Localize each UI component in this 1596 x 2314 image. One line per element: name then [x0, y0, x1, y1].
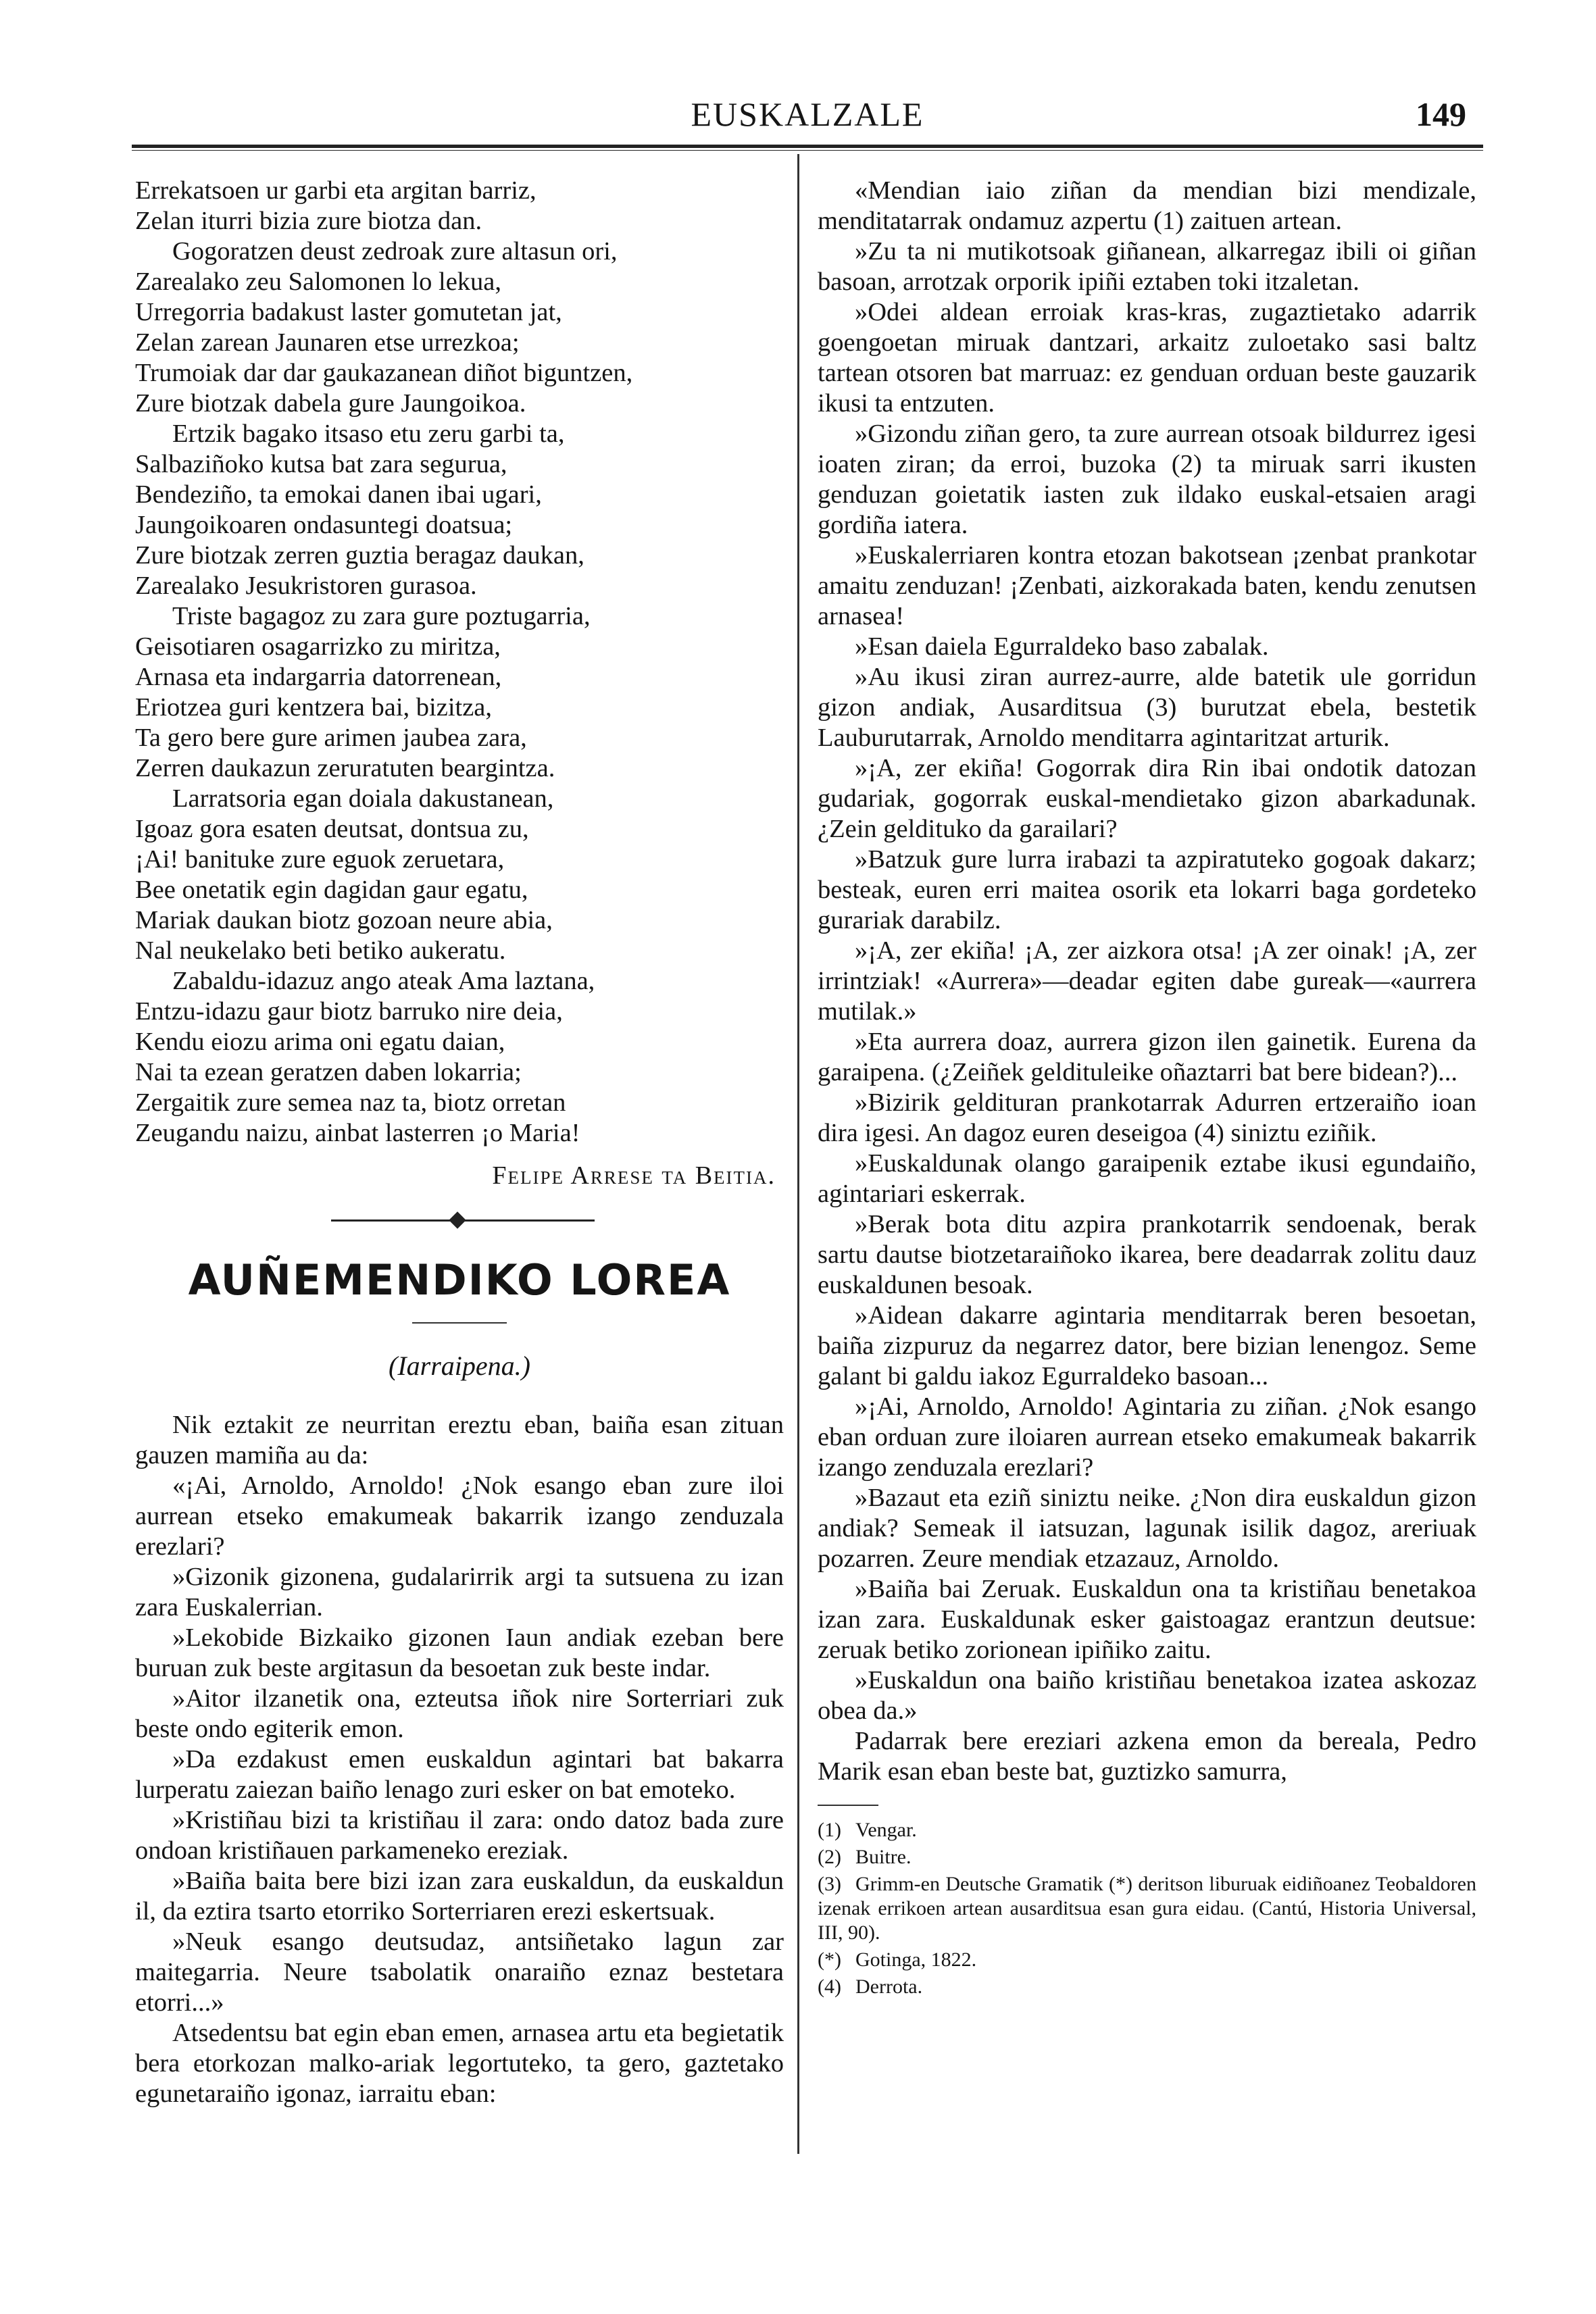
paragraph: »Esan daiela Egurraldeko baso zabalak. — [855, 632, 1269, 661]
poem-line: Bee onetatik egin dagidan gaur egatu, — [135, 876, 528, 904]
paragraph: »Baiña bai Zeruak. Euskaldun ona ta kristiñau benetakoa izan zara. Euskaldunak esker gaistoagaz erantzun deutsue: zeruak betiko zorionean ipiñiko zaitu. — [818, 1575, 1476, 1664]
footnote — [818, 1818, 1476, 1842]
footnote-rule — [818, 1805, 878, 1806]
poem-line: Zergaitik zure semea naz ta, biotz orretan — [135, 1088, 566, 1117]
poem-line: Zabaldu-idazuz ango ateak Ama laztana, — [172, 967, 595, 995]
poem-line: Zarealako zeu Salomonen lo lekua, — [135, 268, 501, 296]
paragraph: »¡Ai, Arnoldo, Arnoldo! Agintaria zu ziñan. ¿Nok esango eban orduan zure iloiaren aurrean etseko emakumeak bakarrik izango zenduzala erezlari? — [818, 1392, 1476, 1482]
paragraph: »Berak bota ditu azpira prankotarrik sendoenak, berak sartu dautse biotzetaraiñoko ikarea, bere deadarrak zolitu dauz euskaldunen besoak. — [818, 1210, 1476, 1299]
poem-line: Arnasa eta indargarria datorrenean, — [135, 663, 502, 691]
paragraph: »Aidean dakarre agintaria menditarrak beren besoetan, baiña zizpuruz da negarrez dator, bere bizian lenengoz. Seme galant bi galdu iakoz Egurraldeko basoan... — [818, 1301, 1476, 1390]
column-divider — [797, 154, 799, 2154]
footnote — [818, 1845, 1476, 1869]
left-column — [135, 176, 784, 2109]
paragraph: »¡A, zer ekiña! Gogorrak dira Rin ibai ondotik datozan gudariak, gogorrak euskal-mendietako gizon abarkadunak. ¿Zein gelditukо da garailari? — [818, 754, 1476, 843]
poem-line: Kendu eiozu arima oni egatu daian, — [135, 1028, 505, 1056]
right-column — [818, 176, 1476, 2002]
poem-line: Ertzik bagako itsaso etu zeru garbi ta, — [172, 420, 565, 448]
paragraph: »Baiña baita bere bizi izan zara euskaldun, da euskaldun il, da eztira tsarto etorriko Sorterriaren erezi eskertsuak. — [135, 1867, 784, 1926]
poem-signature: Felipe Arrese ta Beitia. — [492, 1161, 776, 1190]
poem — [135, 176, 784, 1149]
paragraph: »Bizirik geldituran prankotarrak Adurren ertzeraiño ioan dira igesi. An dagoz euren deseigoa (4) siniztu eziñik. — [818, 1088, 1476, 1147]
paragraph: »Bazaut eta eziñ siniztu neike. ¿Non dira euskaldun gizon andiak? Semeak il iatsuzan, lagunak isilik dagoz, areriuak pozarren. Zeure mendiak etzazauz, Arnoldo. — [818, 1484, 1476, 1573]
paragraph: »Zu ta ni mutikotsoak giñanean, alkarregaz ibili oi giñan basoan, arrotzak orporik ipiñi eztaben toki itzaletan. — [818, 237, 1476, 296]
poem-line: Ta gero bere gure arimen jaubea zara, — [135, 724, 527, 752]
section-ornament — [135, 1205, 784, 1238]
footnote — [818, 1948, 1476, 1972]
footnote-text: Gotinga, 1822. — [855, 1948, 977, 1971]
title-rule — [412, 1322, 507, 1324]
paragraph: »Kristiñau bizi ta kristiñau il zara: ondo datoz bada zure ondoan kristiñauen parkameneko ereziak. — [135, 1806, 784, 1865]
footnote-number: (4) — [818, 1976, 841, 1998]
paragraph: »Euskaldunak olango garaipenik eztabe ikusi egundaiño, agintariari eskerrak. — [818, 1149, 1476, 1208]
paragraph: »Eta aurrera doaz, aurrera gizon ilen gainetik. Eurena da garaipena. (¿Zeiñek geldituleike oñaztarri bat bere bidean?)... — [818, 1028, 1476, 1086]
poem-line: Salbaziñoko kutsa bat zara segurua, — [135, 450, 507, 478]
footnote — [818, 1872, 1476, 1945]
footnotes — [818, 1818, 1476, 1999]
poem-line: Jaungoikoaren ondasuntegi doatsua; — [135, 511, 513, 539]
ornament-diamond-icon — [449, 1211, 466, 1228]
poem-line: Zerren daukazun zeruratuten beargintza. — [135, 754, 555, 782]
poem-line: Bendeziño, ta emokai danen ibai ugari, — [135, 480, 542, 509]
poem-line: Trumoiak dar dar gaukazanean diñot biguntzen, — [135, 359, 633, 387]
paragraph: »Neuk esango deutsudaz, antsiñetako lagun zar maitegarria. Neure tsabolatik onaraiño eznaz bestetara etorri...» — [135, 1928, 784, 2017]
paragraph: Nik eztakit ze neurritan ereztu eban, baiña esan zituan gauzen mamiña au da: — [135, 1411, 784, 1469]
paragraph: Padarrak bere ereziari azkena emon da bereala, Pedro Marik esan eban beste bat, guztizko samurra, — [818, 1727, 1476, 1786]
paragraph: »Batzuk gure lurra irabazi ta azpiratuteko gogoak dakarz; besteak, euren erri maitea osorik eta lokarri baga gordeteko gurariak darabilz. — [818, 845, 1476, 934]
paragraph: »Aitor ilzanetik ona, ezteutsa iñok nire Sorterriari zuk beste ondo egiterik emon. — [135, 1684, 784, 1743]
paragraph: »Au ikusi ziran aurrez-aurre, alde batetik ule gorridun gizon andiak, Ausarditsua (3) burutzat ebela, bestetik Lauburutarrak, Arnoldo menditarra agintaritzat arturik. — [818, 663, 1476, 752]
page-number: 149 — [1416, 95, 1466, 133]
paragraph: »Gizonik gizonena, gudalarirrik argi ta sutsuena zu izan zara Euskalerrian. — [135, 1563, 784, 1621]
right-prose — [818, 176, 1476, 1787]
footnote-number: (*) — [818, 1948, 841, 1971]
poem-line: Triste bagagoz zu zara gure poztugarria, — [172, 602, 591, 630]
poem-line: ¡Ai! banituke zure eguok zeruetara, — [135, 845, 505, 874]
poem-line: Nai ta ezean geratzen daben lokarria; — [135, 1058, 522, 1086]
running-header — [135, 95, 1480, 142]
footnote-text: Buitre. — [855, 1846, 912, 1868]
footnote-text: Vengar. — [855, 1819, 917, 1841]
footnote — [818, 1975, 1476, 1999]
paragraph: «¡Ai, Arnoldo, Arnoldo! ¿Nok esango eban zure iloi aurrean etseko emakumeak bakarrik izango zenduzala erezlari? — [135, 1472, 784, 1561]
footnote-text: Grimm-en Deutsche Gramatik (*) deritson liburuak eidiñoanez Teobaldoren izenak errikoen artean ausarditsua esan gura eidau. (Cantú, Historia Universal, III, 90). — [818, 1873, 1476, 1944]
poem-line: Geisotiaren osagarrizko zu miritza, — [135, 632, 501, 661]
poem-line: Zure biotzak zerren guztia beragaz daukan, — [135, 541, 584, 570]
footnote-text: Derrota. — [855, 1976, 923, 1998]
poem-line: Gogoratzen deust zedroak zure altasun ori, — [172, 237, 618, 266]
header-rule — [132, 145, 1483, 151]
paragraph: »¡A, zer ekiña! ¡A, zer aizkora otsa! ¡A zer oinak! ¡A, zer irrintziak! «Aurrera»—deadar egiten dabe gureak—«aurrera mutilak.» — [818, 936, 1476, 1026]
footnote-number: (3) — [818, 1873, 841, 1895]
paragraph: »Euskaldun ona baiño kristiñau benetakoa izatea askozaz obea da.» — [818, 1666, 1476, 1725]
paragraph: »Euskalerriaren kontra etozan bakotsean ¡zenbat prankotar amaitu zenduzan! ¡Zenbati, aizkorakada baten, kendu zenutsen arnasea! — [818, 541, 1476, 630]
paragraph: »Gizondu ziñan gero, ta zure aurrean otsoak bildurrez igesi ioaten ziran; da erroi, buzoka (2) ta miruak sarri ikusten genduzan goietatik iasten zuk ildako euskal-etsaien aragi gordiña iatera. — [818, 420, 1476, 539]
article-title: AUÑEMENDIKO LOREA — [188, 1255, 731, 1305]
left-prose — [135, 1410, 784, 2109]
paragraph: »Odei aldean erroiak kras-kras, zugaztietako adarrik goengoetan miruak dantzari, arkaitz zuloetako sasi baltz tartean otsoren bat marruaz: ez genduan orduan beste gauzarik ikusi ta entzuten. — [818, 298, 1476, 418]
poem-line: Errekatsoen ur garbi eta argitan barriz, — [135, 176, 537, 205]
poem-line: Zelan zarean Jaunaren etse urrezkoa; — [135, 328, 520, 357]
paragraph: «Mendian iaio ziñan da mendian bizi mendizale, menditatarrak ondamuz azpertu (1) zaituen artean. — [818, 176, 1476, 235]
footnote-number: (2) — [818, 1846, 841, 1868]
poem-line: Zelan iturri bizia zure biotza dan. — [135, 207, 482, 235]
paragraph: »Lekobide Bizkaiko gizonen Iaun andiak ezeban bere buruan zuk beste argitasun da besoetan zuk beste indar. — [135, 1624, 784, 1682]
poem-line: Urregorria badakust laster gomutetan jat, — [135, 298, 562, 326]
poem-line: Zeugandu naizu, ainbat lasterren ¡o Maria! — [135, 1119, 580, 1147]
poem-line: Eriotzea guri kentzera bai, bizitza, — [135, 693, 493, 722]
poem-line: Zarealako Jesukristoren gurasoa. — [135, 572, 477, 600]
paragraph: »Da ezdakust emen euskaldun agintari bat bakarra lurperatu zaiezan baiño lenago zuri esker on bat emoteko. — [135, 1745, 784, 1804]
poem-line: Igoaz gora esaten deutsat, dontsua zu, — [135, 815, 529, 843]
footnote-number: (1) — [818, 1819, 841, 1841]
article-subtitle: (Iarraipena.) — [389, 1351, 530, 1381]
poem-line: Entzu-idazu gaur biotz barruko nire deia, — [135, 997, 563, 1026]
poem-line: Zure biotzak dabela gure Jaungoikoa. — [135, 389, 526, 418]
poem-line: Nal neukelako beti betiko aukeratu. — [135, 936, 506, 965]
paragraph: Atsedentsu bat egin eban emen, arnasea artu eta begietatik bera etorkozan malko-ariak legortuteko, ta gero, gaztetako egunetaraiño igonaz, iarraitu eban: — [135, 2019, 784, 2108]
poem-line: Mariak daukan biotz gozoan neure abia, — [135, 906, 553, 934]
poem-line: Larratsoria egan doiala dakustanean, — [172, 784, 554, 813]
journal-title: EUSKALZALE — [691, 95, 924, 133]
